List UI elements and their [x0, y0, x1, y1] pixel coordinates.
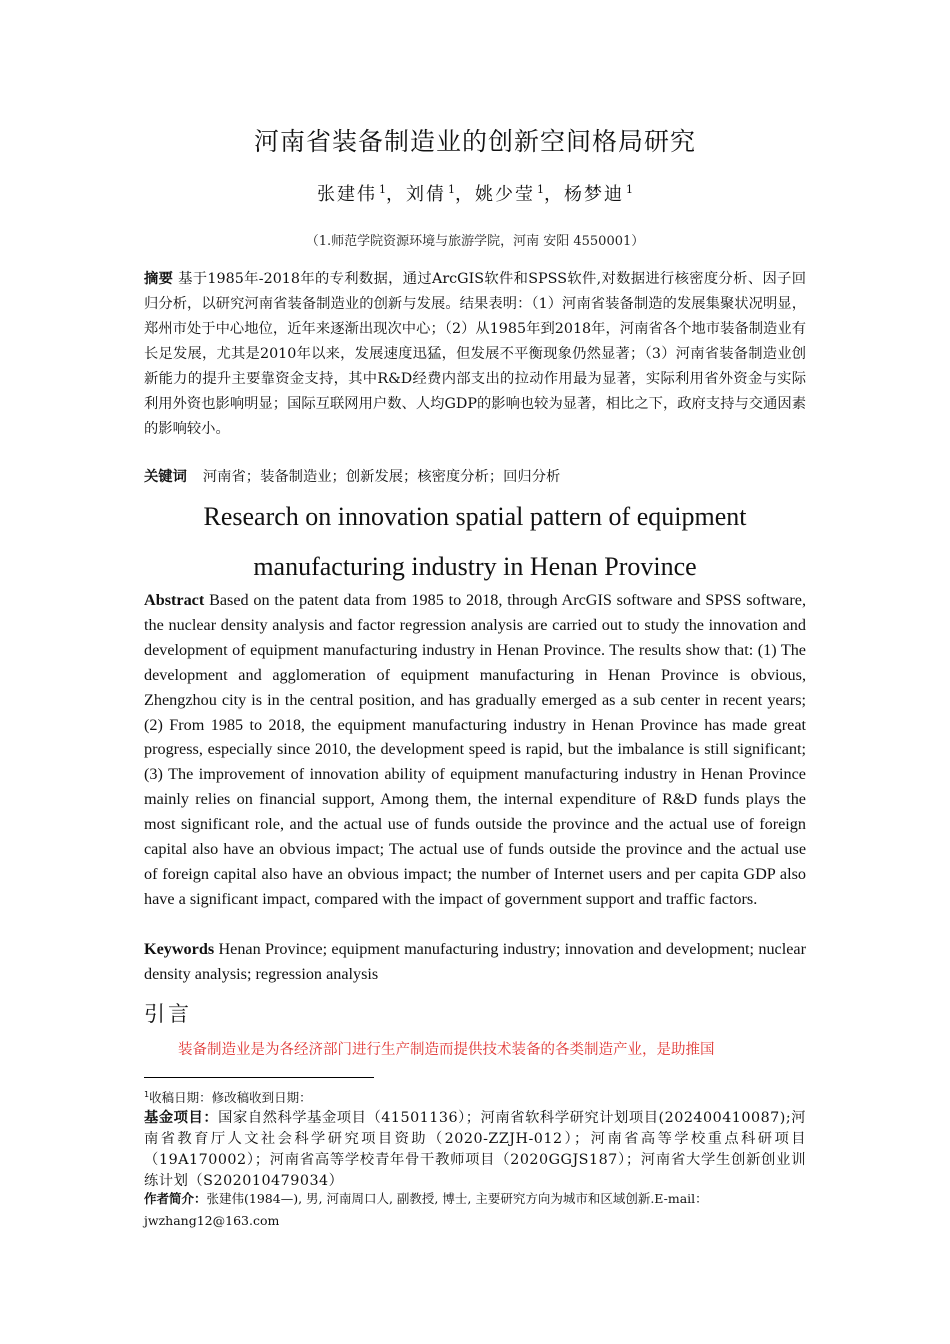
abstract-en-text: Based on the patent data from 1985 to 2018, through ArcGIS software and SPSS software, the nuclear density analysis and factor regression analysis are carried out to study the innovation and development of equipment manufacturing industry in Henan Province. The results show that: (1) The development and agglomeration of equipment manufacturing in Henan Province is obvious, Zhengzhou city is in the central position, and has gradually emerged as a sub center in recent years; (2) From 1985 to 2018, the equipment manufacturing industry in Henan Province has made great progress, especially since 2010, the development speed is rapid, but the imbalance is still significant; (3) The improvement of innovation ability of equipment manufacturing industry in Henan Province mainly relies on financial support, Among them, the internal expenditure of R&D funds plays the most significant role, and the actual use of funds outside the province and the actual use of foreign capital also have an obvious impact; The actual use of funds outside the province and the actual use of foreign capital also have an obvious impact; the number of Internet users and per capita GDP also have a significant impact, compared with the impact of government support and traffic factors.: [144, 591, 806, 908]
author-separator: ，: [544, 184, 564, 205]
author-affil-mark: 1: [626, 183, 633, 196]
author-name: 刘倩: [406, 184, 446, 205]
keywords-en-label: Keywords: [144, 940, 215, 958]
author-affil-mark: 1: [379, 183, 386, 196]
paper-title-en-line2: manufacturing industry in Henan Province: [253, 552, 697, 581]
author-affil-mark: 1: [537, 183, 544, 196]
footnote-date-text: 收稿日期：修改稿收到日期：: [149, 1090, 312, 1106]
keywords-cn-label: 关键词: [144, 469, 187, 485]
footnote-author-bio: [144, 1188, 806, 1232]
keywords-cn-text: 河南省；装备制造业；创新发展；核密度分析；回归分析: [202, 469, 561, 485]
footnote-divider: [144, 1077, 374, 1078]
author-name: 姚少莹: [475, 184, 535, 205]
intro-paragraph: 装备制造业是为各经济部门进行生产制造而提供技术装备的各类制造产业，是助推国: [178, 1042, 715, 1058]
abstract-en: [144, 588, 806, 912]
paper-title-en: [144, 492, 806, 592]
affiliation: （1.师范学院资源环境与旅游学院，河南 安阳 4550001）: [305, 234, 645, 249]
abstract-cn-label: 摘要: [144, 271, 174, 287]
funding-label: 基金项目：: [144, 1110, 219, 1126]
keywords-cn: [144, 465, 806, 490]
author-list: [144, 176, 806, 209]
footnote-funding: [144, 1108, 806, 1192]
keywords-en: [144, 937, 806, 987]
abstract-en-label: Abstract: [144, 591, 205, 609]
section-heading-intro: 引言: [144, 1002, 192, 1026]
keywords-en-text: Henan Province; equipment manufacturing industry; innovation and development; nuclear density analysis; regression analysis: [144, 940, 806, 983]
footnote-received-date: [144, 1086, 806, 1107]
funding-text: 国家自然科学基金项目（41501136）；河南省软科学研究计划项目(202400410087);河南省教育厅人文社会科学研究项目资助（2020-ZZJH-012）；河南省高等学校重点科研项目（19A170002）；河南省高等学校青年骨干教师项目（2020GGJS187）；河南省大学生创新创业训练计划（S202010479034）: [144, 1110, 807, 1189]
abstract-cn-text: 基于1985年-2018年的专利数据，通过ArcGIS软件和SPSS软件,对数据进行核密度分析、因子回归分析，以研究河南省装备制造业的创新与发展。结果表明：（1）河南省装备制造的发展集聚状况明显，郑州市处于中心地位，近年来逐渐出现次中心；（2）从1985年到2018年，河南省各个地市装备制造业有长足发展，尤其是2010年以来，发展速度迅猛，但发展不平衡现象仍然显著；（3）河南省装备制造业创新能力的提升主要靠资金支持，其中R&D经费内部支出的拉动作用最为显著，实际利用省外资金与实际利用外资也影响明显；国际互联网用户数、人均GDP的影响也较为显著，相比之下，政府支持与交通因素的影响较小。: [144, 271, 807, 437]
author-separator: ，: [386, 184, 406, 205]
author-name: 杨梦迪: [564, 184, 624, 205]
author-separator: ，: [455, 184, 475, 205]
author-bio-label: 作者简介：: [144, 1191, 207, 1206]
paper-title-en-line1: Research on innovation spatial pattern of equipment: [203, 502, 747, 531]
author-bio-text: 张建伟(1984—), 男, 河南周口人, 副教授, 博士, 主要研究方向为城市和区域创新.E-mail：jwzhang12@163.com: [144, 1191, 708, 1228]
footnote-mark: 1: [144, 1090, 150, 1099]
abstract-cn: [144, 267, 806, 442]
author-name: 张建伟: [317, 184, 377, 205]
author-affil-mark: 1: [448, 183, 455, 196]
paper-title-cn: 河南省装备制造业的创新空间格局研究: [253, 127, 696, 156]
